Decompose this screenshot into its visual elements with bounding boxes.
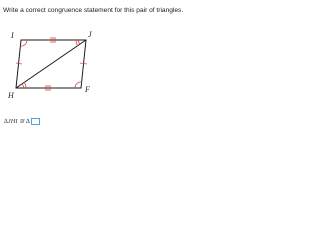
single-tick-ih — [16, 63, 22, 64]
angle-arc-h-1 — [22, 84, 24, 88]
diagonal-jh — [16, 40, 86, 88]
answer-row — [4, 116, 40, 126]
answer-prefix: ∆JHI ≅ ∆ — [4, 118, 30, 125]
answer-input[interactable] — [31, 118, 40, 125]
angle-arc-h-2 — [24, 82, 26, 88]
question-prompt: Write a correct congruence statement for this pair of triangles. — [3, 7, 184, 14]
vertex-label-h: H — [8, 91, 14, 100]
vertex-label-j: J — [88, 30, 92, 39]
vertex-label-f: F — [85, 85, 90, 94]
angle-arc-j-1 — [78, 40, 80, 44]
angle-arc-j-2 — [76, 40, 78, 46]
triangle-figure — [0, 0, 200, 129]
vertex-label-i: I — [11, 31, 14, 40]
single-tick-jf — [80, 63, 87, 64]
